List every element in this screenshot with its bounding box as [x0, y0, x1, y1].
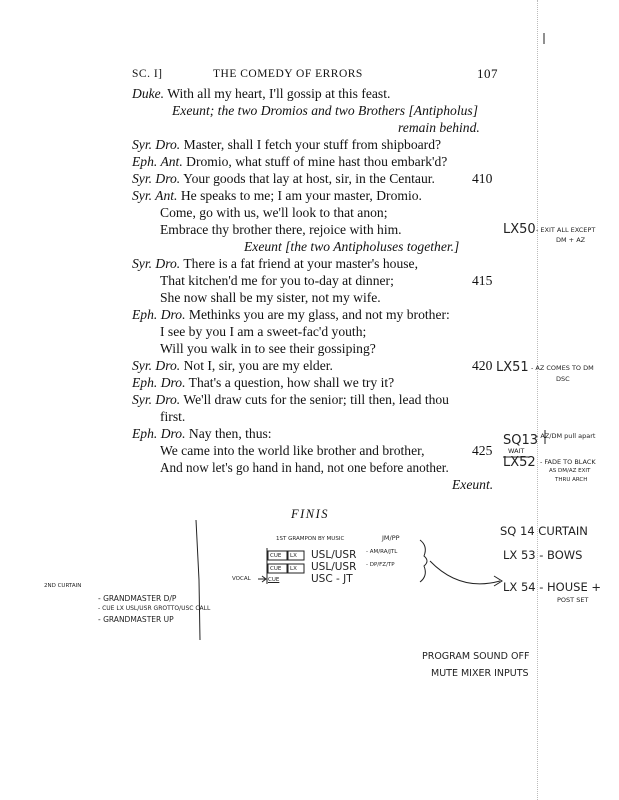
cue-box — [268, 564, 287, 573]
text-line: Embrace thy brother there, rejoice with him. — [160, 222, 402, 237]
cue-lx51: LX51 — [496, 360, 529, 375]
position-row-2: USL/USR — [311, 561, 357, 573]
text-line: That kitchen'd me for you to-day at dinner; — [160, 273, 394, 288]
text-line: I see by you I am a sweet-fac'd youth; — [160, 324, 367, 339]
grandmaster-up-note: - GRANDMASTER UP — [98, 615, 174, 624]
cue-note: DM + AZ — [556, 236, 586, 244]
lx-label: LX — [290, 566, 297, 572]
speaker: Syr. Dro. — [132, 392, 181, 407]
text-line: Syr. Dro. Not I, sir, you are my elder. — [132, 358, 333, 373]
cue-lx50: LX50 — [503, 222, 536, 237]
cue-note: AS DM/AZ EXIT — [549, 468, 591, 474]
stage-direction: Exeunt. — [452, 477, 494, 492]
stage-direction: Exeunt [the two Antipholuses together.] — [244, 239, 460, 254]
text-line: Syr. Dro. We'll draw cuts for the senior; till then, lead thou — [132, 392, 449, 407]
speaker: Syr. Dro. — [132, 171, 181, 186]
speaker: Syr. Dro. — [132, 137, 181, 152]
text-line: We came into the world like brother and brother, — [160, 443, 425, 458]
finis-heading: FINIS — [291, 507, 330, 521]
cue-lx52: LX52 — [503, 455, 536, 470]
lx-box — [288, 564, 304, 573]
cue-note: - FADE TO BLACK — [540, 458, 596, 466]
grampon-note: 1ST GRAMPON BY MUSIC — [276, 536, 345, 542]
right-cue-lx54: LX 54 - HOUSE + — [503, 580, 602, 594]
lx-box — [288, 551, 304, 560]
speaker: Eph. Dro. — [132, 426, 186, 441]
second-curtain-note: 2ND CURTAIN — [44, 583, 82, 589]
right-brace — [420, 540, 427, 582]
text-line: Syr. Dro. There is a fat friend at your master's house, — [132, 256, 418, 271]
text-line: first. — [160, 409, 186, 424]
text-line: Duke. With all my heart, I'll gossip at this feast. — [132, 86, 391, 101]
line-number: 425 — [472, 443, 493, 458]
cue-box — [268, 551, 287, 560]
speaker: Syr. Dro. — [132, 256, 181, 271]
text-line: Eph. Dro. Nay then, thus: — [132, 426, 272, 441]
header-page-number: 107 — [477, 66, 498, 81]
lx-label: LX — [290, 553, 297, 559]
speaker: Syr. Ant. — [132, 188, 178, 203]
cue-note: - AZ COMES TO DM — [531, 364, 594, 372]
speaker: Duke. — [132, 86, 165, 101]
text-line: Syr. Dro. Your goods that lay at host, sir, in the Centaur. — [132, 171, 435, 186]
right-cue-sq14: SQ 14 CURTAIN — [500, 524, 588, 538]
bracket-tick — [196, 520, 200, 640]
text-line: And now let's go hand in hand, not one before another. — [160, 460, 449, 475]
position-row-1: USL/USR — [311, 549, 357, 561]
grandmaster-dp-note: - GRANDMASTER D/P — [98, 594, 177, 603]
speaker: Eph. Dro. — [132, 375, 186, 390]
line-number: 420 — [472, 358, 493, 373]
right-cue-lx53: LX 53 - BOWS — [503, 548, 583, 562]
text-line: Syr. Dro. Master, shall I fetch your stuff from shipboard? — [132, 137, 442, 152]
text-line: Come, go with us, we'll look to that anon; — [160, 205, 388, 220]
stage-direction: remain behind. — [398, 120, 480, 135]
speaker: Eph. Dro. — [132, 307, 186, 322]
vocal-label: VOCAL — [232, 576, 251, 582]
speaker: Eph. Ant. — [132, 154, 183, 169]
line-number: 410 — [472, 171, 493, 186]
arrowhead — [494, 576, 502, 586]
mute-mixer-note: MUTE MIXER INPUTS — [431, 668, 529, 679]
text-line: Eph. Dro. That's a question, how shall we try it? — [132, 375, 395, 390]
cue-note: DSC — [556, 375, 570, 383]
post-set-note: POST SET — [557, 596, 589, 604]
grampon-initials: JM/PP — [382, 534, 400, 542]
program-sound-off-note: PROGRAM SOUND OFF — [422, 651, 530, 662]
header-title: THE COMEDY OF ERRORS — [213, 68, 363, 80]
cue-label: CUE — [270, 553, 282, 559]
text-line: Eph. Ant. Dromio, what stuff of mine hast thou embark'd? — [132, 154, 448, 169]
text-line: Will you walk in to see their gossiping? — [160, 341, 376, 356]
speaker: Syr. Dro. — [132, 358, 181, 373]
cue-sq13: SQ13 — [503, 433, 539, 448]
cue-label: CUE — [268, 577, 280, 583]
line-number: 415 — [472, 273, 493, 288]
text-line: Eph. Dro. Methinks you are my glass, and not my brother: — [132, 307, 450, 322]
header-scene: SC. I] — [132, 68, 163, 80]
position-row-3: USC - JT — [311, 573, 353, 585]
cue-note: WAIT — [508, 447, 525, 455]
crew-row-1: - AM/RA/JTL — [366, 549, 398, 555]
arrow-to-cues — [430, 561, 500, 584]
text-line: She now shall be my sister, not my wife. — [160, 290, 381, 305]
cue-note: - AZ/DM pull apart — [536, 432, 596, 440]
crew-row-2: - DP/FZ/TP — [366, 562, 395, 568]
text-line: Syr. Ant. He speaks to me; I am your master, Dromio. — [132, 188, 422, 203]
cue-grotto-note: - CUE LX USL/USR GROTTO/USC CALL — [98, 605, 211, 612]
stage-direction: Exeunt; the two Dromios and two Brothers [Antipholus] — [172, 103, 478, 118]
cue-note: THRU ARCH — [555, 477, 588, 483]
cue-note: - EXIT ALL EXCEPT — [536, 226, 596, 234]
cue-label: CUE — [270, 566, 282, 572]
